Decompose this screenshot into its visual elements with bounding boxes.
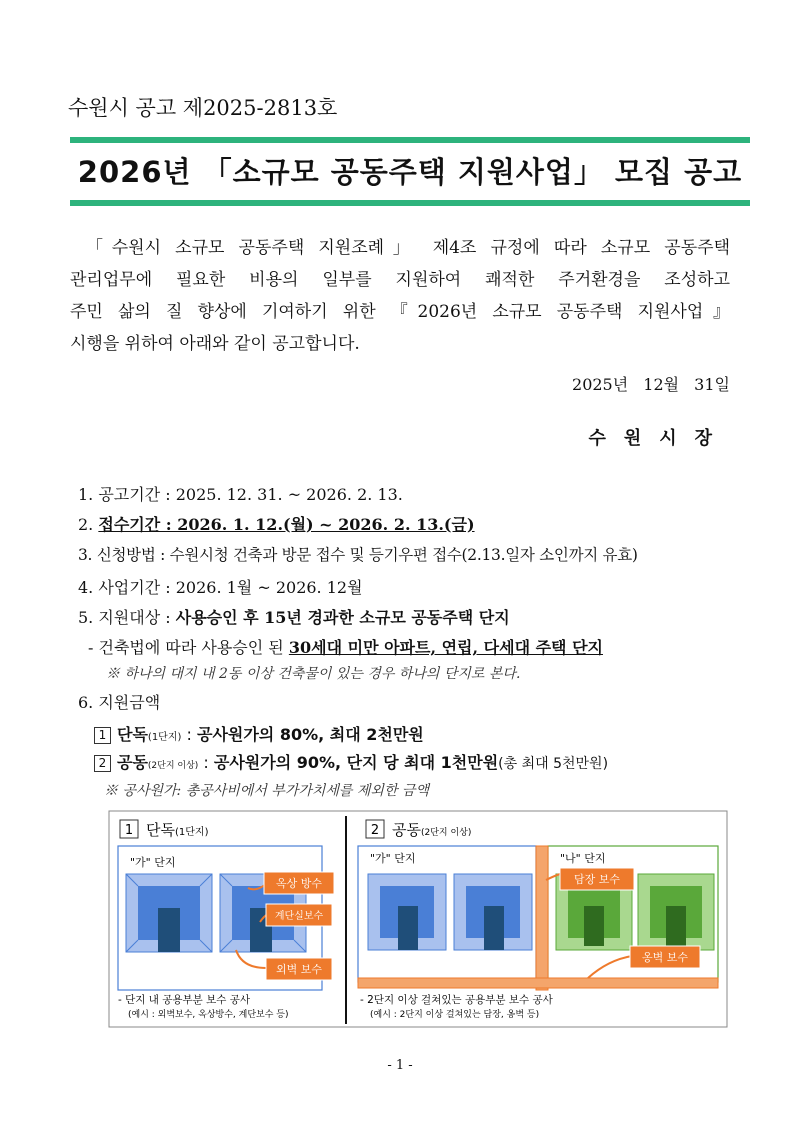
right-title: 공동(2단지 이상): [392, 821, 472, 839]
item-target-note: ※ 하나의 대지 내 2동 이상 건축물이 있는 경우 하나의 단지로 본다.: [106, 666, 521, 682]
item-support-amount: 6. 지원금액: [78, 693, 161, 712]
item-target-value: 사용승인 후 15년 경과한 소규모 공동주택 단지: [175, 608, 510, 627]
support-single-small: (1단지): [147, 732, 182, 743]
right-building-a2: [454, 874, 532, 950]
item-receipt-period: [78, 512, 475, 535]
left-complex-label: "가" 단지: [130, 856, 176, 869]
title-bottom-bar: [70, 200, 750, 206]
intro-paragraph: [70, 232, 730, 360]
notice-date: 2025년 12월 31일: [572, 375, 730, 394]
left-caption-1: - 단지 내 공용부분 보수 공사: [118, 994, 251, 1006]
item-target-sub: [88, 635, 603, 658]
item-announcement-period: 1. 공고기간 : 2025. 12. 31. ~ 2026. 2. 13.: [78, 485, 403, 504]
left-building-a: [126, 874, 212, 952]
right-building-a1: [368, 874, 446, 950]
right-complex-b-label: "나" 단지: [560, 852, 606, 865]
left-number: 1: [124, 823, 134, 838]
right-complex-a-label: "가" 단지: [370, 852, 416, 865]
support-joint-extra: (총 최대 5천만원): [498, 756, 609, 772]
support-joint-value: 공사원가의 90%, 단지 당 최대 1천만원: [213, 753, 499, 772]
right-caption-1: - 2단지 이상 걸쳐있는 공용부분 보수 공사: [360, 994, 553, 1006]
item-target-sub-value: 30세대 미만 아파트, 연립, 다세대 주택 단지: [288, 638, 603, 657]
shared-fence: [536, 846, 548, 990]
page-title: 2026년 「소규모 공동주택 지원사업」 모집 공고: [77, 155, 743, 189]
item-business-period: 4. 사업기간 : 2026. 1월 ~ 2026. 12월: [78, 578, 363, 597]
support-joint-colon: :: [198, 753, 214, 772]
issuer: 수원시장: [588, 428, 730, 449]
roof-callout-label: 옥상 방수: [275, 877, 323, 890]
support-single-number: 1: [94, 727, 111, 744]
left-title: 단독(1단지): [146, 821, 209, 839]
intro-line-3: 주민 삶의 질 향상에 기여하기 위한 『2026년 소규모 공동주택 지원사업』: [70, 302, 730, 322]
support-single-colon: :: [181, 725, 197, 744]
page-number: - 1 -: [387, 1058, 413, 1073]
item-receipt-value: 접수기간 : 2026. 1. 12.(월) ~ 2026. 2. 13.(금): [98, 515, 475, 534]
right-caption-2: (예시 : 2단지 이상 걸쳐있는 담장, 옹벽 등): [370, 1010, 540, 1020]
support-single: [94, 722, 424, 745]
notice-number: 수원시 공고 제2025-2813호: [68, 96, 338, 120]
support-single-name: 단독: [117, 725, 148, 744]
support-joint: [94, 750, 608, 773]
left-caption-2: (예시 : 외벽보수, 옥상방수, 계단보수 등): [128, 1010, 289, 1020]
support-joint-number: 2: [94, 755, 111, 772]
support-joint-small: (2단지 이상): [147, 761, 199, 771]
right-number: 2: [370, 823, 380, 838]
support-single-value: 공사원가의 80%, 최대 2천만원: [196, 725, 424, 744]
intro-line-2: 관리업무에 필요한 비용의 일부를 지원하여 쾌적한 주거환경을 조성하고: [70, 270, 730, 290]
intro-line-1: 「수원시 소규모 공동주택 지원조례」 제4조 규정에 따라 소규모 공동주택: [86, 238, 730, 258]
item-target: [78, 605, 510, 628]
item-receipt-number: 2.: [78, 515, 94, 534]
shared-retaining-wall: [358, 978, 718, 988]
support-joint-name: 공동: [117, 753, 148, 772]
fence-callout-label: 담장 보수: [573, 873, 621, 886]
stair-callout-label: 계단실보수: [274, 911, 324, 922]
intro-line-4: 시행을 위하여 아래와 같이 공고합니다.: [70, 334, 360, 354]
wall-callout-label: 외벽 보수: [275, 963, 323, 976]
title-top-bar: [70, 137, 750, 143]
retaining-callout-label: 옹벽 보수: [641, 951, 689, 964]
item-target-sub-label: - 건축법에 따라 사용승인 된: [88, 638, 289, 657]
right-building-b2: [638, 874, 714, 950]
item-application-method: 3. 신청방법 : 수원시청 건축과 방문 접수 및 등기우편 접수(2.13.일자 소인까지 유효): [78, 546, 638, 564]
support-diagram: [108, 810, 728, 1030]
item-target-label: 5. 지원대상 :: [78, 608, 176, 627]
support-cost-note: ※ 공사원가: 총공사비에서 부가가치세를 제외한 금액: [104, 783, 429, 799]
